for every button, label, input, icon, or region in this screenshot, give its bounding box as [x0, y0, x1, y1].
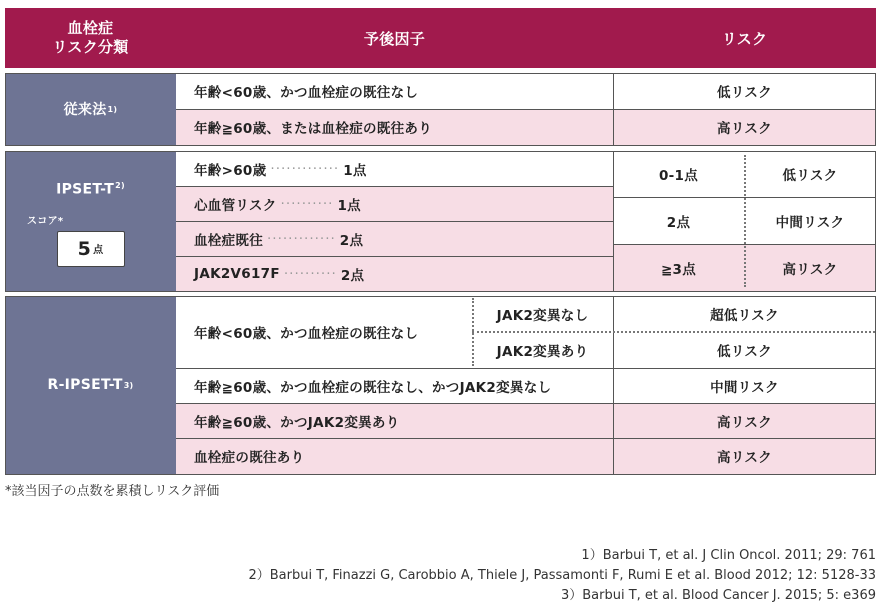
ripset-jak-positive: JAK2変異あり	[472, 332, 613, 368]
dotted-divider	[472, 331, 875, 333]
score-value: 5	[77, 237, 92, 260]
rule	[5, 73, 876, 74]
reference-2: 2）Barbui T, Finazzi G, Carobbio A, Thiele J, Passamonti F, Rumi E et al. Blood 2012; 12: 5128-33	[248, 568, 876, 583]
ipset-risk-mid: 中間リスク	[744, 197, 876, 244]
ripset-jak-negative: JAK2変異なし	[472, 296, 613, 332]
ipset-factor-2-points: 1点	[337, 197, 361, 214]
reference-3: 3）Barbui T, et al. Blood Cancer J. 2015; 5: e369	[560, 588, 876, 603]
ipset-factor-4-leader: ··········	[283, 265, 337, 282]
rule	[875, 296, 876, 474]
group-ripset-ref: 3)	[123, 380, 134, 390]
rule	[176, 256, 613, 257]
ripset-factor-high-1: 年齢≧60歳、かつJAK2変異あり	[176, 403, 613, 438]
rule	[5, 296, 876, 297]
ipset-factor-2-name: 心血管リスク	[194, 197, 277, 214]
rule	[176, 221, 613, 222]
ipset-factor-4-points: 2点	[340, 267, 365, 284]
header-risk: リスク	[613, 8, 876, 68]
dotted-divider	[744, 155, 746, 287]
rule	[5, 73, 6, 145]
group-conventional-name: 従来法	[63, 102, 107, 118]
rule	[5, 151, 6, 291]
ipset-factor-4	[176, 256, 613, 291]
ipset-risk-high: 高リスク	[744, 244, 876, 291]
conventional-factor-2: 年齢≧60歳、または血栓症の既往あり	[176, 109, 613, 145]
rule	[176, 438, 876, 439]
ipset-factor-1-points: 1点	[343, 162, 367, 179]
ripset-risk-low: 低リスク	[613, 332, 876, 368]
group-ipset-name: IPSET-T	[56, 181, 115, 198]
ipset-factor-3	[176, 221, 613, 256]
header-risk-classification: 血栓症 リスク分類	[5, 8, 176, 68]
rule	[176, 186, 613, 187]
rule	[176, 368, 876, 369]
ipset-risk-low: 低リスク	[744, 151, 876, 197]
score-unit: 点	[93, 245, 104, 257]
group-ipset-title	[56, 181, 125, 198]
ipset-points-low: 0-1点	[613, 151, 744, 197]
score-box	[57, 231, 125, 267]
rule	[5, 291, 876, 292]
ripset-factor-intermediate: 年齢≧60歳、かつ血栓症の既往なし、かつJAK2変異なし	[176, 368, 613, 403]
rule	[176, 403, 876, 404]
ipset-factor-3-name: 血栓症既往	[194, 232, 263, 249]
ipset-points-high: ≧3点	[613, 244, 744, 291]
ipset-factor-1-leader: ·············	[270, 160, 340, 177]
ripset-young-factor: 年齢<60歳、かつ血栓症の既往なし	[176, 296, 472, 368]
ipset-factor-4-name: JAK2V617F	[194, 265, 280, 282]
reference-1: 1）Barbui T, et al. J Clin Oncol. 2011; 29: 761	[581, 548, 876, 563]
ipset-factor-3-points: 2点	[339, 232, 364, 249]
ripset-factor-high-2: 血栓症の既往あり	[176, 438, 613, 474]
ripset-risk-high-1: 高リスク	[613, 403, 876, 438]
group-ipset	[5, 151, 176, 291]
conventional-risk-2: 高リスク	[613, 109, 876, 145]
ipset-factor-1-name: 年齢>60歳	[194, 162, 267, 179]
group-conventional-ref: 1)	[107, 104, 118, 114]
ipset-factor-3-leader: ·············	[267, 230, 336, 247]
rule	[5, 145, 876, 146]
conventional-factor-1: 年齢<60歳、かつ血栓症の既往なし	[176, 73, 613, 109]
group-ipset-ref: 2)	[115, 181, 125, 190]
rule	[5, 296, 6, 474]
conventional-risk-1: 低リスク	[613, 73, 876, 109]
score-label: スコア*	[27, 215, 64, 227]
ripset-risk-high-2: 高リスク	[613, 438, 876, 474]
rule	[5, 151, 876, 152]
group-ripset	[5, 296, 176, 474]
rule	[613, 296, 614, 474]
group-conventional	[5, 73, 176, 145]
ipset-points-mid: 2点	[613, 197, 744, 244]
footnote: *該当因子の点数を累積しリスク評価	[5, 484, 220, 499]
rule	[875, 151, 876, 291]
ipset-factor-2-leader: ··········	[280, 195, 334, 212]
rule	[613, 73, 614, 145]
ipset-factor-2	[176, 186, 613, 221]
ripset-risk-very-low: 超低リスク	[613, 296, 876, 332]
ipset-factor-1	[176, 151, 613, 186]
rule	[5, 474, 876, 475]
rule	[875, 73, 876, 145]
rule	[613, 151, 614, 291]
group-ripset-name: R-IPSET-T	[47, 377, 123, 393]
ripset-risk-intermediate: 中間リスク	[613, 368, 876, 403]
rule	[176, 109, 876, 110]
header-prognostic-factors: 予後因子	[176, 8, 613, 68]
